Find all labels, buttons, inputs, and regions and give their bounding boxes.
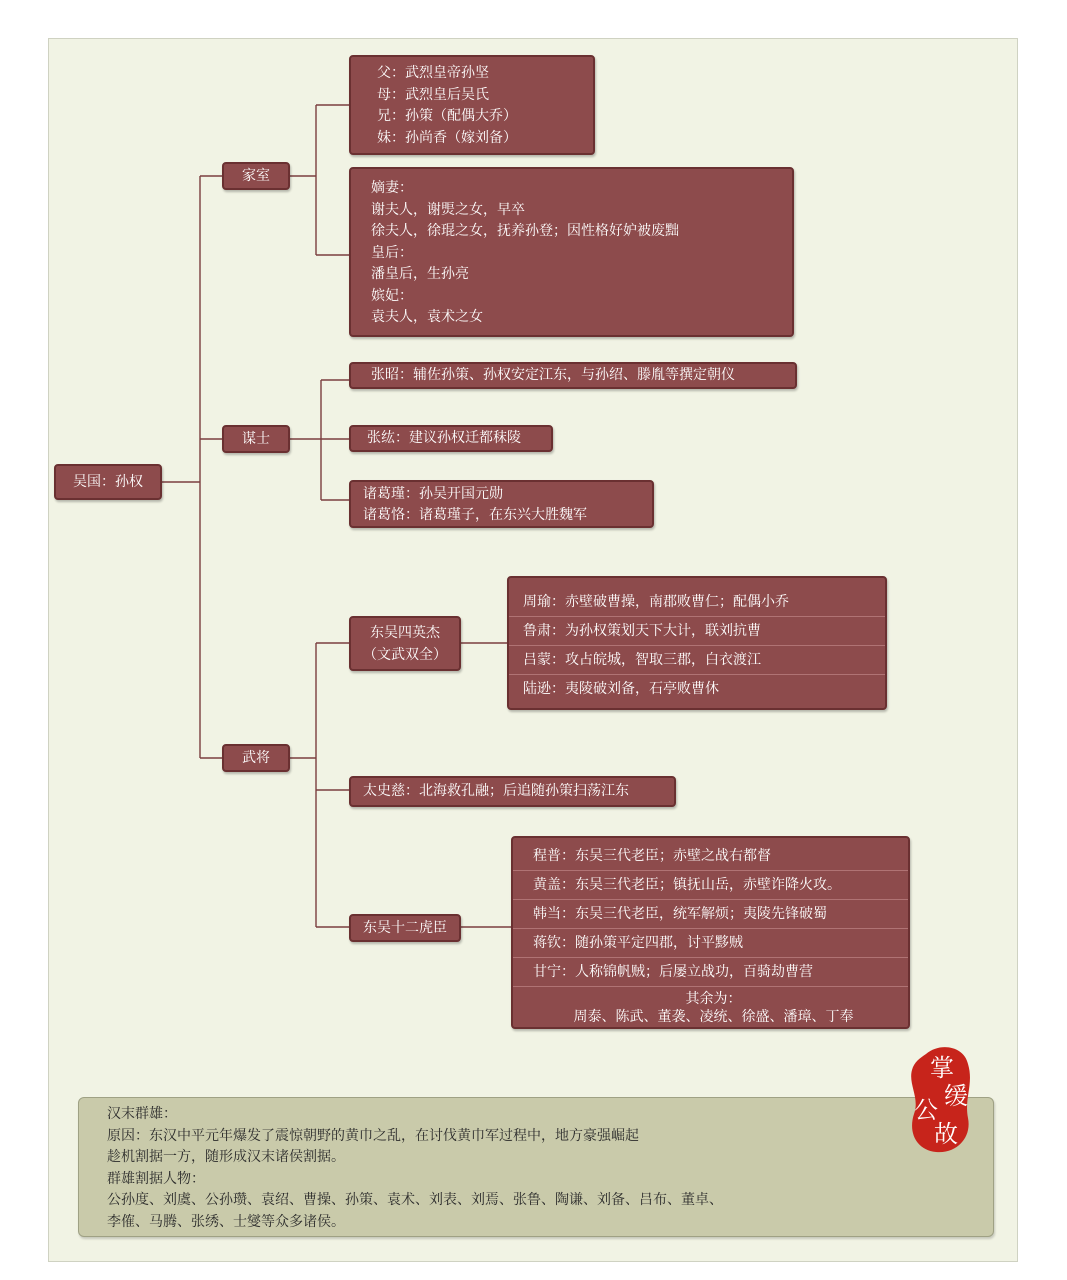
family-sister: 妹：孙尚香（嫁刘备） bbox=[377, 129, 517, 146]
consort-line: 嫔妃： bbox=[371, 287, 413, 304]
note-line: 李傕、马腾、张绣、士燮等众多诸侯。 bbox=[107, 1213, 345, 1230]
family-brother: 兄：孙策（配偶大乔） bbox=[377, 108, 517, 124]
consort-line: 皇后： bbox=[371, 244, 413, 261]
list-item: 其余为： 周泰、陈武、董袭、凌统、徐盛、潘璋、丁奉 bbox=[573, 991, 854, 1025]
list-item: 甘宁：人称锦帆贼；后屡立战功，百骑劫曹营 bbox=[513, 958, 908, 987]
four-heroes-node: 东吴四英杰 （文武双全） bbox=[349, 616, 461, 671]
note-panel bbox=[78, 1097, 994, 1237]
note-line: 趁机割据一方，随形成汉末诸侯割据。 bbox=[107, 1149, 345, 1165]
consort-line: 徐夫人，徐琨之女，抚养孙登；因性格好妒被废黜 bbox=[371, 223, 679, 239]
branch-family: 家室 bbox=[222, 162, 290, 190]
advisor-zhang-zhao: 张昭：辅佐孙策、孙权安定江东，与孙绍、滕胤等撰定朝仪 bbox=[349, 362, 797, 389]
twelve-tigers-node: 东吴十二虎臣 bbox=[349, 914, 461, 942]
branch-advisors: 谋士 bbox=[222, 425, 290, 453]
connector-generals bbox=[290, 643, 349, 927]
family-mother: 母：武烈皇后吴氏 bbox=[377, 86, 489, 103]
list-item: 蒋钦：随孙策平定四郡，讨平黟贼 bbox=[513, 929, 908, 958]
note-line: 群雄割据人物： bbox=[107, 1170, 205, 1187]
general-taishi-ci: 太史慈：北海救孔融；后追随孙策扫荡江东 bbox=[349, 776, 676, 807]
connector-family bbox=[290, 105, 349, 255]
seal-char: 故 bbox=[934, 1120, 958, 1148]
seal-char: 公 bbox=[914, 1096, 938, 1124]
note-line: 公孙度、刘虞、公孙瓒、袁绍、曹操、孙策、袁术、刘表、刘焉、张鲁、陶谦、刘备、吕布、董卓、 bbox=[107, 1192, 723, 1208]
root-node-sun-quan bbox=[54, 464, 162, 500]
root-label: 吴国：孙权 bbox=[73, 473, 143, 490]
advisor-zhuge: 诸葛瑾：孙吴开国元勋 诸葛恪：诸葛瑾子，在东兴大胜魏军 bbox=[349, 480, 654, 528]
list-item: 韩当：东吴三代老臣，统军解烦；夷陵先锋破蜀 bbox=[513, 900, 908, 929]
list-item: 陆逊：夷陵破刘备，石亭败曹休 bbox=[523, 681, 719, 697]
branch-generals: 武将 bbox=[222, 744, 290, 772]
family-parents-box bbox=[349, 55, 595, 155]
consort-line: 袁夫人，袁术之女 bbox=[371, 309, 483, 325]
seal-char: 掌 bbox=[930, 1054, 954, 1082]
note-line: 原因：东汉中平元年爆发了震惊朝野的黄巾之乱，在讨伐黄巾军过程中，地方豪强崛起 bbox=[107, 1127, 639, 1144]
list-item: 吕蒙：攻占皖城，智取三郡，白衣渡江 bbox=[509, 646, 885, 675]
family-father: 父：武烈皇帝孙坚 bbox=[377, 65, 489, 81]
list-item: 周瑜：赤壁破曹操，南郡败曹仁；配偶小乔 bbox=[509, 588, 885, 617]
advisor-zhang-hong: 张纮：建议孙权迁都秣陵 bbox=[349, 425, 553, 452]
connector-advisors bbox=[290, 380, 349, 500]
consort-line: 谢夫人，谢煚之女，早卒 bbox=[371, 201, 525, 218]
four-heroes-list bbox=[507, 576, 887, 710]
consort-line: 嫡妻： bbox=[371, 180, 413, 196]
seal-logo bbox=[906, 1040, 974, 1158]
seal-char: 缓 bbox=[944, 1082, 968, 1110]
list-item: 黄盖：东吴三代老臣；镇抚山岳，赤壁诈降火攻。 bbox=[513, 871, 908, 900]
twelve-tigers-list bbox=[511, 836, 910, 1029]
list-item: 鲁肃：为孙权策划天下大计，联刘抗曹 bbox=[509, 617, 885, 646]
list-item: 程普：东吴三代老臣；赤壁之战右都督 bbox=[513, 842, 908, 871]
note-line: 汉末群雄： bbox=[107, 1106, 177, 1122]
connector-root bbox=[162, 176, 222, 758]
consort-line: 潘皇后，生孙亮 bbox=[371, 266, 469, 282]
family-consorts-box bbox=[349, 167, 794, 337]
